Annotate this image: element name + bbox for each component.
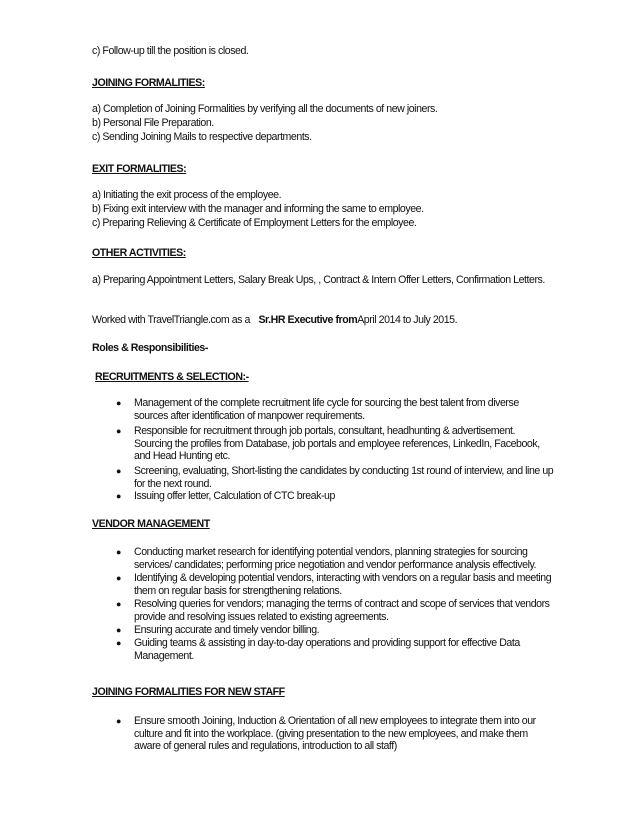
- bullet-icon: ●: [116, 573, 121, 583]
- joining-item: c) Sending Joining Mails to respective departments.: [92, 131, 312, 143]
- joining-heading: JOINING FORMALITIES:: [92, 77, 205, 89]
- worked-line: [92, 314, 457, 327]
- joining-item: a) Completion of Joining Formalities by verifying all the documents of new joiners.: [92, 103, 438, 115]
- recruitments-heading: RECRUITMENTS & SELECTION:-: [95, 371, 249, 383]
- bullet-icon: ●: [116, 599, 121, 609]
- vendor-heading: VENDOR MANAGEMENT: [92, 518, 210, 530]
- exit-item: c) Preparing Relieving & Certificate of Employment Letters for the employee.: [92, 217, 417, 229]
- exit-item: b) Fixing exit interview with the manager and informing the same to employee.: [92, 203, 424, 215]
- exit-item: a) Initiating the exit process of the employee.: [92, 189, 282, 201]
- document-page: c) Follow-up till the position is closed. JOINING FORMALITIES: a) Completion of Joining Formalities by verifying all the documents of new joiners. b) Personal File Preparation. c) Sending Joining Mails to respective departments. EXIT FORMALITIES: a) Initiating the exit process of the employee. b) Fixing exit interview with the manager and informing the same to employee. c) Preparing Relieving & Certificate of Employment Letters for the employee. OTHER ACTIVITIES: a) Preparing Appointment Letters, Salary Break Ups, , Contract & Intern Offer Letters, Confirmation Letters. Worked with TravelTriangle.com as a Sr.HR Executive fromApril 2014 to July 2015. Roles & Responsibilities- RECRUITMENTS & SELECTION:- ● Management of the complete recruitment life cycle for sourcing the best talent from diverse sources after identification of manpower requirements. ● Responsible for recruitment through job portals, consultant, headhunting & advertisement. Sourcing the profiles from Database, job portals and employee references, LinkedIn, Facebook, and Head Hunting etc. ● Screening, evaluating, Short-listing the candidates by conducting 1st round of interview, and line up for the next round. ● Issuing offer letter, Calculation of CTC break-up VENDOR MANAGEMENT ● Conducting market research for identifying potential vendors, planning strategies for sourcing services/ candidates; performing price negotiation and vendor performance analysis effectively. ● Identifying & developing potential vendors, interacting with vendors on a regular basis and meeting them on regular basis for strengthening relations. ● Resolving queries for vendors; managing the terms of contract and scope of services that vendors provide and resolving issues related to existing agreements. ● Ensuring accurate and timely vendor billing. ● Guiding teams & assisting in day-to-day operations and providing support for effective Data Management. JOINING FORMALITIES FOR NEW STAFF ● Ensure smooth Joining, Induction & Orientation of all new employees to integrate them into our culture and fit into the workplace. (giving presentation to the new employees, and make them aware of general rules and regulations, introduction to all staff): [92, 45, 554, 752]
- bullet-icon: ●: [116, 398, 121, 408]
- bullet-icon: ●: [116, 466, 121, 476]
- followup-line: c) Follow-up till the position is closed.: [92, 45, 249, 57]
- bullet-icon: ●: [116, 638, 121, 648]
- newstaff-heading: JOINING FORMALITIES FOR NEW STAFF: [92, 686, 285, 698]
- exit-heading: EXIT FORMALITIES:: [92, 163, 187, 175]
- worked-period: April 2014 to July 2015.: [357, 314, 458, 326]
- bullet-icon: ●: [116, 426, 121, 436]
- worked-role: Sr.HR Executive from: [258, 314, 358, 326]
- bullet-icon: ●: [116, 491, 121, 501]
- other-heading: OTHER ACTIVITIES:: [92, 247, 186, 259]
- other-item: a) Preparing Appointment Letters, Salary Break Ups, , Contract & Intern Offer Letters, Confirmation Letters.: [92, 274, 545, 286]
- worked-prefix: Worked with TravelTriangle.com as a: [92, 314, 250, 326]
- joining-item: b) Personal File Preparation.: [92, 117, 214, 129]
- bullet-icon: ●: [116, 547, 121, 557]
- bullet-icon: ●: [116, 716, 121, 726]
- bullet-icon: ●: [116, 625, 121, 635]
- roles-heading: Roles & Responsibilities-: [92, 342, 208, 354]
